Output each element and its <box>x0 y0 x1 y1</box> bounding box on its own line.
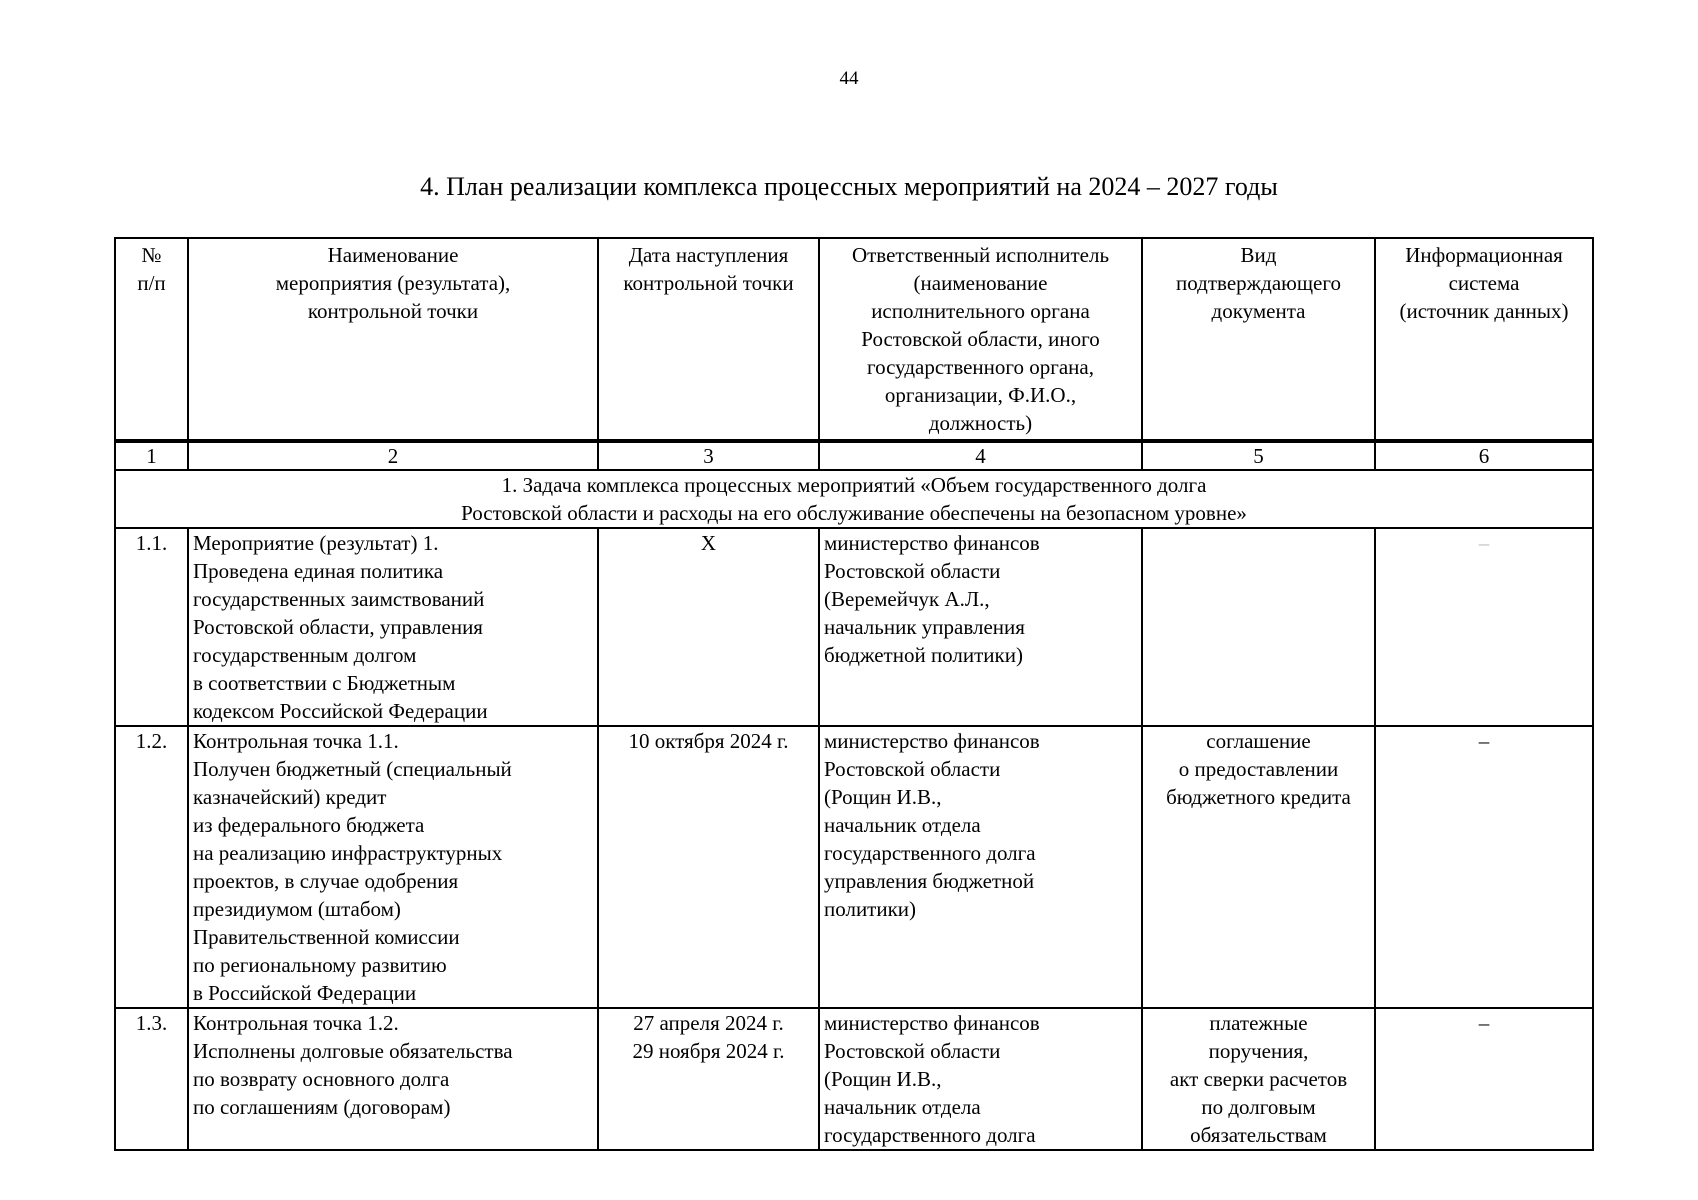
column-number: 3 <box>598 441 819 470</box>
header-date: Дата наступления контрольной точки <box>598 238 819 441</box>
table-header-row <box>115 238 1593 441</box>
row-executor: министерство финансов Ростовской области (Рощин И.В., начальник отдела государственного долга управления бюджетной политики) <box>819 726 1142 1008</box>
row-system: – <box>1375 1008 1593 1150</box>
header-executor: Ответственный исполнитель (наименование исполнительного органа Ростовской области, иного государственного органа, организации, Ф.И.О., должность) <box>819 238 1142 441</box>
page-number: 44 <box>839 68 859 89</box>
table-row <box>115 1008 1593 1150</box>
row-document <box>1142 528 1375 726</box>
row-number: 1.1. <box>115 528 188 726</box>
column-number: 2 <box>188 441 598 470</box>
header-system: Информационная система (источник данных) <box>1375 238 1593 441</box>
page-title: 4. План реализации комплекса процессных мероприятий на 2024 – 2027 годы <box>420 172 1278 201</box>
table-row <box>115 528 1593 726</box>
row-date: 10 октября 2024 г. <box>598 726 819 1008</box>
plan-table <box>114 237 1594 1151</box>
header-document: Вид подтверждающего документа <box>1142 238 1375 441</box>
row-name: Контрольная точка 1.2. Исполнены долговые обязательства по возврату основного долга по соглашениям (договорам) <box>188 1008 598 1150</box>
row-system: – <box>1375 726 1593 1008</box>
row-system: – <box>1375 528 1593 726</box>
column-number: 1 <box>115 441 188 470</box>
row-document: платежные поручения, акт сверки расчетов по долговым обязательствам <box>1142 1008 1375 1150</box>
column-number: 6 <box>1375 441 1593 470</box>
task-row <box>115 470 1593 528</box>
row-executor: министерство финансов Ростовской области (Веремейчук А.Л., начальник управления бюджетной политики) <box>819 528 1142 726</box>
row-date: 27 апреля 2024 г. 29 ноября 2024 г. <box>598 1008 819 1150</box>
column-number: 5 <box>1142 441 1375 470</box>
row-date: Х <box>598 528 819 726</box>
table-row <box>115 726 1593 1008</box>
row-executor: министерство финансов Ростовской области (Рощин И.В., начальник отдела государственного долга <box>819 1008 1142 1150</box>
column-number: 4 <box>819 441 1142 470</box>
row-document: соглашение о предоставлении бюджетного кредита <box>1142 726 1375 1008</box>
header-number: № п/п <box>115 238 188 441</box>
row-number: 1.2. <box>115 726 188 1008</box>
column-number-row <box>115 441 1593 470</box>
row-number: 1.3. <box>115 1008 188 1150</box>
row-name: Контрольная точка 1.1. Получен бюджетный (специальный казначейский) кредит из федерального бюджета на реализацию инфраструктурных проектов, в случае одобрения президиумом (штабом) Правительственной комиссии по региональному развитию в Российской Федерации <box>188 726 598 1008</box>
row-name: Мероприятие (результат) 1. Проведена единая политика государственных заимствований Ростовской области, управления государственным долгом в соответствии с Бюджетным кодексом Российской Федерации <box>188 528 598 726</box>
header-name: Наименование мероприятия (результата), контрольной точки <box>188 238 598 441</box>
task-heading: 1. Задача комплекса процессных мероприятий «Объем государственного долга Ростовской области и расходы на его обслуживание обеспечены на безопасном уровне» <box>115 470 1593 528</box>
